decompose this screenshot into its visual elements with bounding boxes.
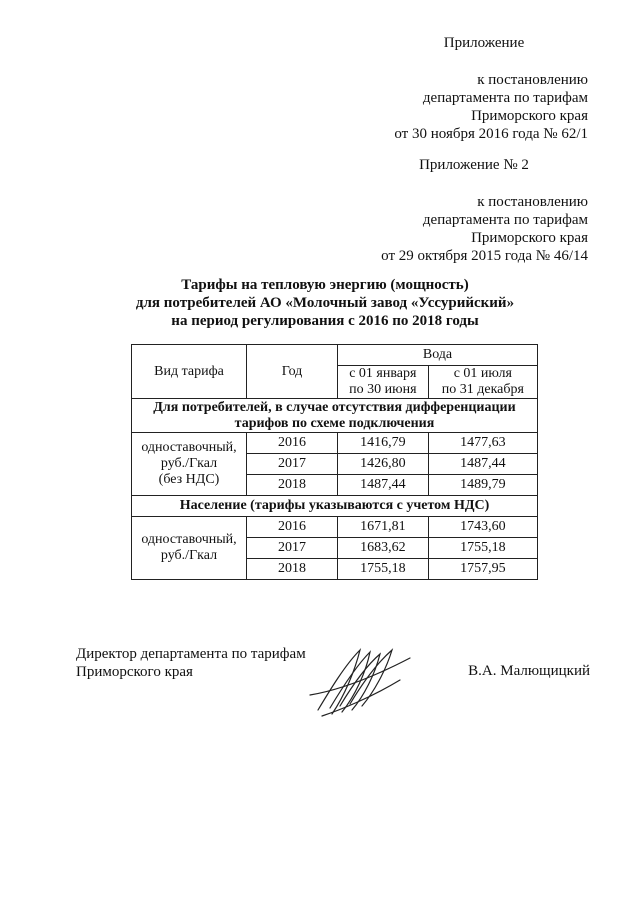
appendix-1-line-4: от 30 ноября 2016 года № 62/1	[394, 126, 588, 142]
cell-value-period-2: 1489,79	[428, 475, 537, 496]
cell-value-period-1: 1426,80	[338, 454, 429, 475]
col-header-tariff-type: Вид тарифа	[132, 345, 247, 399]
cell-value-period-1: 1487,44	[338, 475, 429, 496]
cell-value-period-1: 1416,79	[338, 433, 429, 454]
appendix-1-line-2: департамента по тарифам	[422, 90, 588, 106]
cell-year: 2017	[247, 538, 338, 559]
signer-name: В.А. Малющицкий	[468, 663, 590, 679]
table-header-row	[132, 345, 538, 366]
cell-year: 2017	[247, 454, 338, 475]
cell-value-period-1: 1755,18	[338, 559, 429, 580]
appendix-2-block	[360, 156, 588, 265]
section-1-tariff-line-1: одноставочный,	[141, 440, 237, 455]
title-line-3: на период регулирования с 2016 по 2018 годы	[171, 313, 479, 329]
section-1-title-line-1: Для потребителей, в случае отсутствия дифференциации	[153, 399, 516, 415]
section-1-tariff-type	[132, 433, 247, 496]
handwritten-signature	[300, 640, 420, 720]
period-1-line-1: с 01 января	[349, 366, 417, 381]
cell-year: 2016	[247, 517, 338, 538]
appendix-1-line-1: к постановлению	[477, 72, 588, 88]
cell-year: 2018	[247, 559, 338, 580]
period-2-line-2: по 31 декабря	[441, 382, 524, 397]
appendix-2-line-2: департамента по тарифам	[422, 212, 588, 228]
col-header-period-1	[338, 366, 429, 399]
director-title	[76, 645, 316, 681]
table-row	[132, 517, 538, 538]
cell-value-period-2: 1757,95	[428, 559, 537, 580]
section-1-title-line-2: тарифов по схеме подключения	[234, 415, 435, 431]
section-1-title	[132, 399, 538, 433]
section-2-title: Население (тарифы указываются с учетом НДС)	[132, 496, 538, 517]
section-2-tariff-line-1: одноставочный,	[141, 532, 237, 547]
appendix-1-line-3: Приморского края	[471, 108, 588, 124]
table-row	[132, 433, 538, 454]
section-1-tariff-line-3: (без НДС)	[158, 472, 220, 487]
col-header-water: Вода	[338, 345, 538, 366]
appendix-2-line-3: Приморского края	[471, 230, 588, 246]
cell-value-period-1: 1683,62	[338, 538, 429, 559]
cell-value-period-2: 1743,60	[428, 517, 537, 538]
cell-value-period-1: 1671,81	[338, 517, 429, 538]
title-line-1: Тарифы на тепловую энергию (мощность)	[181, 277, 469, 293]
period-2-line-1: с 01 июля	[453, 366, 512, 381]
section-2-tariff-type	[132, 517, 247, 580]
section-1-tariff-line-2: руб./Гкал	[160, 456, 218, 471]
director-line-1: Директор департамента по тарифам	[76, 646, 306, 662]
document-title	[60, 276, 590, 330]
section-2-tariff-line-2: руб./Гкал	[160, 548, 218, 563]
cell-value-period-2: 1477,63	[428, 433, 537, 454]
appendix-2-line-1: к постановлению	[477, 194, 588, 210]
period-1-line-2: по 30 июня	[349, 382, 417, 397]
title-line-2: для потребителей АО «Молочный завод «Уссурийский»	[135, 295, 515, 311]
appendix-1-heading: Приложение	[443, 35, 525, 51]
cell-year: 2018	[247, 475, 338, 496]
section-2-title-row	[132, 496, 538, 517]
appendix-2-heading: Приложение № 2	[419, 157, 529, 173]
director-line-2: Приморского края	[76, 664, 193, 680]
cell-year: 2016	[247, 433, 338, 454]
tariff-table	[131, 344, 538, 580]
cell-value-period-2: 1487,44	[428, 454, 537, 475]
appendix-1-block	[380, 34, 588, 143]
cell-value-period-2: 1755,18	[428, 538, 537, 559]
appendix-2-line-4: от 29 октября 2015 года № 46/14	[381, 248, 588, 264]
section-1-title-row	[132, 399, 538, 433]
col-header-year: Год	[247, 345, 338, 399]
col-header-period-2	[428, 366, 537, 399]
